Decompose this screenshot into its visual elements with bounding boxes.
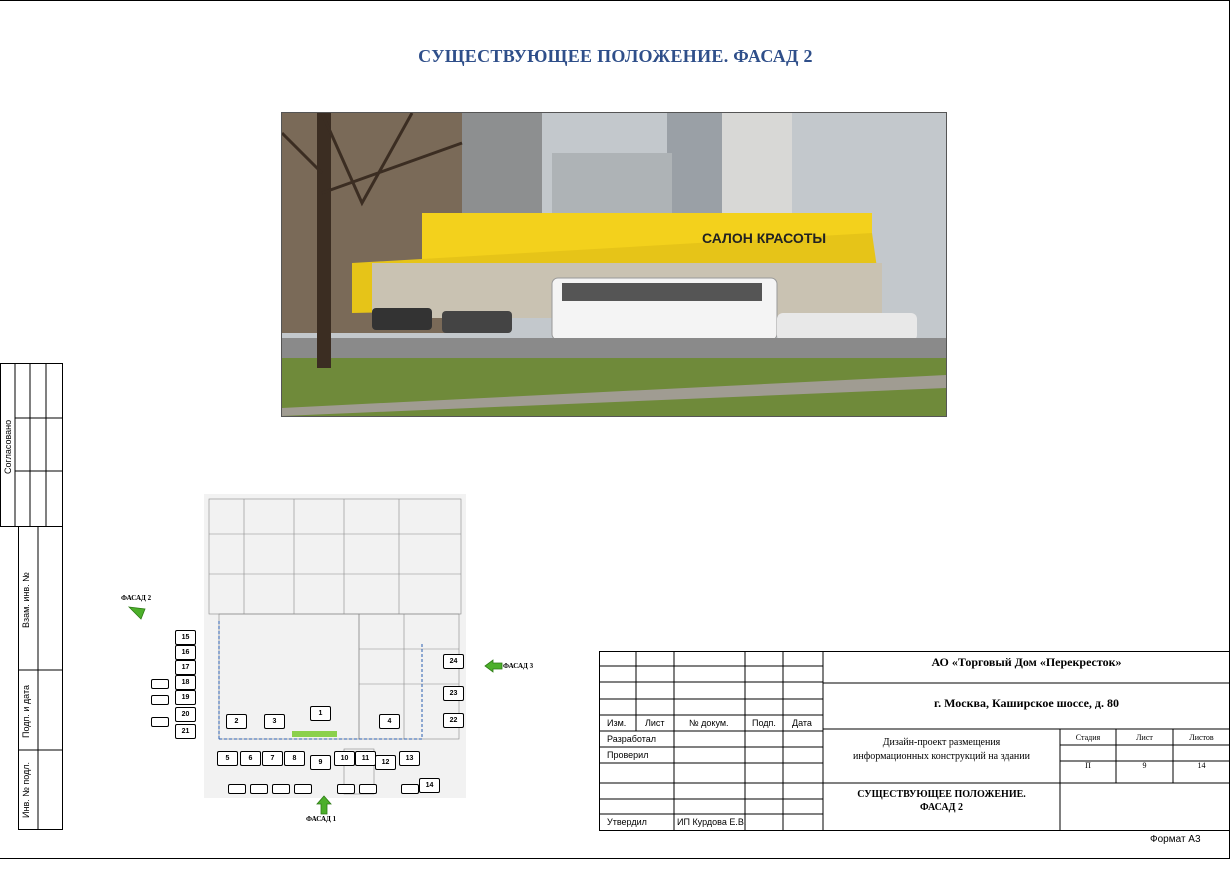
tiny-tag (151, 695, 169, 705)
col-izm: Изм. (607, 718, 627, 728)
facade1-arrow-icon (316, 795, 332, 815)
tiny-tag (151, 717, 169, 727)
facade-photo-drawing (282, 113, 946, 416)
sheet-label: Лист (1136, 733, 1153, 742)
checked-label: Проверил (607, 750, 649, 760)
sheet-title-line1: СУЩЕСТВУЮЩЕЕ ПОЛОЖЕНИЕ. (857, 789, 1026, 800)
facade2-arrow-icon (125, 603, 149, 623)
inv-replace-label: Взам. инв. № (21, 572, 31, 628)
sign-label-10: 10 (334, 751, 355, 766)
company-name: АО «Торговый Дом «Перекресток» (931, 655, 1122, 669)
approval-strip (0, 363, 63, 830)
tiny-tag (228, 784, 246, 794)
stage-value: П (1085, 761, 1091, 770)
sign-label-14: 14 (419, 778, 440, 793)
sign-label-9: 9 (310, 755, 331, 770)
facade1-label: ФАСАД 1 (306, 815, 337, 823)
sign-label-12: 12 (375, 755, 396, 770)
sign-label-13: 13 (399, 751, 420, 766)
project-line1: Дизайн-проект размещения (882, 737, 1001, 748)
sign-label-7: 7 (262, 751, 283, 766)
sign-label-22: 22 (443, 713, 464, 728)
developed-label: Разработал (607, 734, 656, 744)
tiny-tag (294, 784, 312, 794)
inv-original-label: Инв. № подл. (21, 761, 31, 818)
facade2-label: ФАСАД 2 (121, 594, 152, 602)
sign-label-15: 15 (175, 630, 196, 645)
sign-label-21: 21 (175, 724, 196, 739)
paper-format: Формат А3 (1150, 834, 1201, 845)
approved-by-label: Утвердил (607, 817, 647, 827)
sign-label-11: 11 (355, 751, 376, 766)
site-address: г. Москва, Каширское шоссе, д. 80 (934, 696, 1119, 710)
sign-label-19: 19 (175, 690, 196, 705)
tiny-tag (337, 784, 355, 794)
facade-photo (281, 112, 947, 417)
sheet-value: 9 (1142, 761, 1147, 770)
sign-label-2: 2 (226, 714, 247, 729)
sheets-value: 14 (1197, 761, 1206, 770)
sign-label-1: 1 (310, 706, 331, 721)
sign-label-16: 16 (175, 645, 196, 660)
col-doc: № докум. (689, 718, 729, 728)
sign-label-17: 17 (175, 660, 196, 675)
sign-label-3: 3 (264, 714, 285, 729)
sheet-title-line2: ФАСАД 2 (919, 802, 963, 813)
sign-label-24: 24 (443, 654, 464, 669)
sign-label-18: 18 (175, 675, 196, 690)
sign-label-4: 4 (379, 714, 400, 729)
col-sign: Подп. (752, 718, 776, 728)
approved-label: Согласовано (3, 419, 13, 474)
facade3-label: ФАСАД 3 (503, 662, 534, 670)
tiny-tag (359, 784, 377, 794)
sign-label-8: 8 (284, 751, 305, 766)
approver-name: ИП Курдова Е.В. (677, 817, 747, 827)
floor-plan (204, 494, 466, 798)
col-list: Лист (645, 718, 665, 728)
tiny-tag (250, 784, 268, 794)
stage-label: Стадия (1075, 733, 1101, 742)
facade3-arrow-icon (483, 658, 503, 674)
sign-label-6: 6 (240, 751, 261, 766)
sheets-label: Листов (1189, 733, 1214, 742)
title-block (599, 651, 1230, 831)
page-title: СУЩЕСТВУЮЩЕЕ ПОЛОЖЕНИЕ. ФАСАД 2 (418, 46, 813, 66)
sign-date-label: Подп. и дата (21, 684, 31, 738)
sign-label-23: 23 (443, 686, 464, 701)
tiny-tag (151, 679, 169, 689)
sign-label-20: 20 (175, 707, 196, 722)
col-date: Дата (792, 718, 812, 728)
project-line2: информационных конструкций на здании (853, 751, 1030, 762)
sign-label-5: 5 (217, 751, 238, 766)
facade-sign: САЛОН КРАСОТЫ (702, 230, 827, 246)
tiny-tag (401, 784, 419, 794)
tiny-tag (272, 784, 290, 794)
